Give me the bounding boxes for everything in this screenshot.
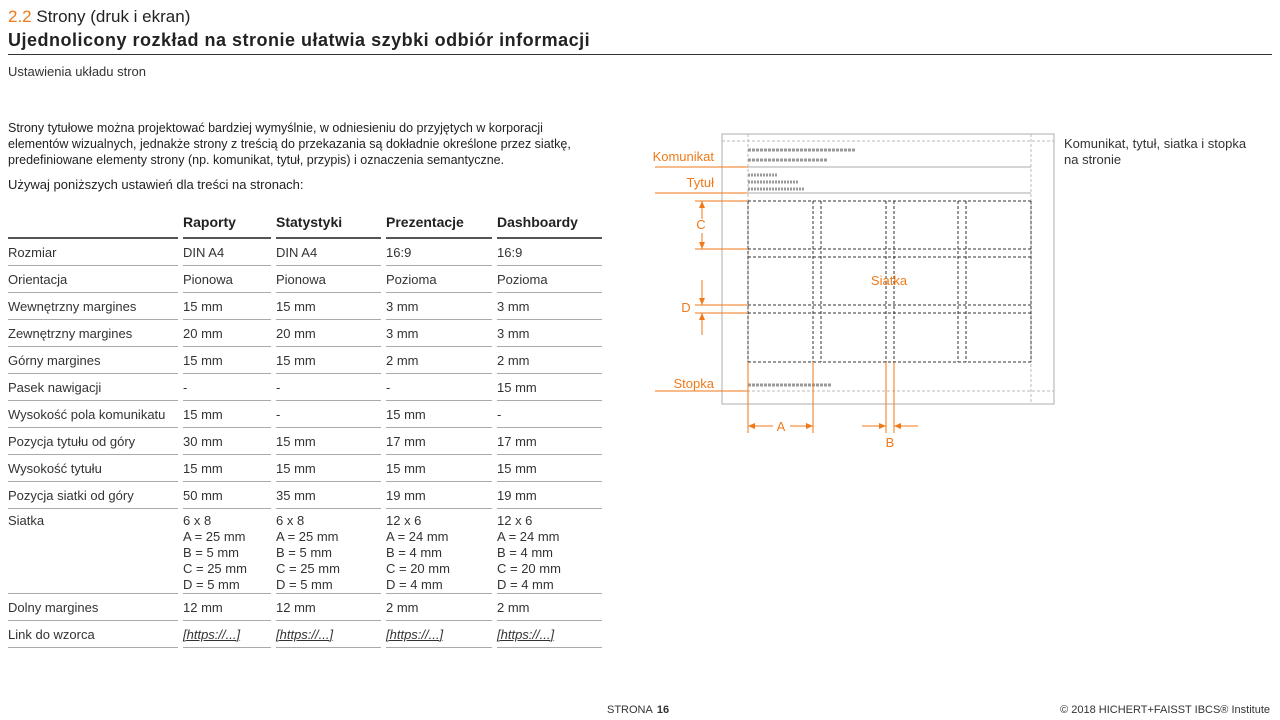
row-label: Wysokość tytułu [8, 455, 178, 482]
grid-spec-cell [386, 509, 492, 594]
grid-spec-line: 6 x 8 [183, 513, 212, 528]
row-label: Zewnętrzny margines [8, 320, 178, 347]
table-cell: - [276, 374, 381, 401]
row-label: Pozycja tytułu od góry [8, 428, 178, 455]
table-row [8, 401, 602, 428]
grid-spec-cell [276, 509, 381, 594]
label-tytul: Tytuł [686, 175, 714, 190]
grid-spec-cell [497, 509, 602, 594]
grid-spec-line: 6 x 8 [276, 513, 305, 528]
table-header-cell [8, 213, 178, 238]
table-cell: 15 mm [276, 293, 381, 320]
table-cell: DIN A4 [276, 238, 381, 266]
section-number: 2.2 [8, 7, 32, 26]
table-cell: 16:9 [386, 238, 492, 266]
table-header-cell: Prezentacje [386, 213, 492, 238]
label-komunikat: Komunikat [652, 149, 714, 164]
grid-spec-line: C = 25 mm [276, 561, 340, 576]
table-cell: 30 mm [183, 428, 271, 455]
label-stopka: Stopka [673, 376, 714, 391]
grid-spec-line: A = 25 mm [183, 529, 246, 544]
page-outline [722, 134, 1054, 404]
row-label: Górny margines [8, 347, 178, 374]
label-c: C [696, 217, 706, 232]
grid-spec-line: A = 24 mm [497, 529, 560, 544]
table-header-cell: Raporty [183, 213, 271, 238]
table-row [8, 594, 602, 621]
table-header-cell: Statystyki [276, 213, 381, 238]
table-cell: DIN A4 [183, 238, 271, 266]
template-link[interactable]: [https://...] [276, 626, 334, 642]
table-cell: 12 mm [276, 594, 381, 621]
table-cell: 15 mm [386, 401, 492, 428]
table-cell: Pionowa [183, 266, 271, 293]
table-cell [497, 621, 602, 648]
grid-spec-line: B = 4 mm [497, 545, 553, 560]
page-layout-diagram [640, 125, 1060, 455]
table-cell: - [386, 374, 492, 401]
row-label: Wysokość pola komunikatu [8, 401, 178, 428]
copyright: © 2018 HICHERT+FAISST IBCS® Institute [1060, 704, 1270, 716]
template-link[interactable]: [https://...] [386, 626, 444, 642]
grid-spec-line: A = 25 mm [276, 529, 339, 544]
template-link[interactable]: [https://...] [183, 626, 241, 642]
table-row [8, 455, 602, 482]
table-row [8, 621, 602, 648]
table-row [8, 347, 602, 374]
table-cell: 15 mm [276, 347, 381, 374]
table-cell: 12 mm [183, 594, 271, 621]
table-cell: 3 mm [386, 320, 492, 347]
row-label: Wewnętrzny margines [8, 293, 178, 320]
row-label: Pasek nawigacji [8, 374, 178, 401]
table-cell: 15 mm [183, 293, 271, 320]
table-cell: 2 mm [386, 347, 492, 374]
table-cell: 16:9 [497, 238, 602, 266]
table-cell: 15 mm [183, 401, 271, 428]
grid-spec-line: C = 20 mm [497, 561, 561, 576]
table-cell: 3 mm [386, 293, 492, 320]
section-heading [8, 7, 190, 27]
row-label: Rozmiar [8, 238, 178, 266]
table-cell: 15 mm [276, 455, 381, 482]
table-row [8, 482, 602, 509]
table-row [8, 509, 602, 594]
table-row [8, 266, 602, 293]
grid-spec-line: B = 4 mm [386, 545, 442, 560]
settings-table [8, 213, 602, 648]
table-cell: 15 mm [276, 428, 381, 455]
table-cell: 17 mm [497, 428, 602, 455]
table-cell: - [183, 374, 271, 401]
grid-spec-line: D = 5 mm [183, 577, 240, 592]
table-row [8, 374, 602, 401]
table-row [8, 238, 602, 266]
subheading: Ustawienia układu stron [8, 64, 147, 79]
table-cell: 15 mm [183, 455, 271, 482]
row-label: Link do wzorca [8, 621, 178, 648]
table-cell [276, 621, 381, 648]
grid-spec-line: B = 5 mm [183, 545, 239, 560]
row-label: Dolny margines [8, 594, 178, 621]
row-label: Siatka [8, 509, 178, 594]
table-cell: 15 mm [386, 455, 492, 482]
table-cell: 35 mm [276, 482, 381, 509]
label-siatka: Siatka [870, 273, 908, 288]
table-cell: 20 mm [183, 320, 271, 347]
table-cell: 2 mm [497, 347, 602, 374]
table-cell: 19 mm [386, 482, 492, 509]
table-header-row [8, 213, 602, 238]
grid-spec-line: D = 5 mm [276, 577, 333, 592]
table-cell: 2 mm [497, 594, 602, 621]
table-cell: 2 mm [386, 594, 492, 621]
table-cell: 50 mm [183, 482, 271, 509]
table-cell: Pozioma [497, 266, 602, 293]
table-cell: - [497, 401, 602, 428]
table-cell: Pozioma [386, 266, 492, 293]
table-cell [183, 621, 271, 648]
page-label: STRONA [607, 704, 653, 716]
table-cell: 3 mm [497, 320, 602, 347]
template-link[interactable]: [https://...] [497, 626, 555, 642]
grid-spec-line: C = 25 mm [183, 561, 247, 576]
usage-instruction: Używaj poniższych ustawień dla treści na stronach: [8, 177, 304, 192]
table-cell: 3 mm [497, 293, 602, 320]
label-b: B [885, 435, 895, 450]
grid-spec-line: D = 4 mm [386, 577, 443, 592]
grid-spec-line: 12 x 6 [497, 513, 533, 528]
label-a: A [776, 419, 786, 434]
table-row [8, 320, 602, 347]
table-cell [386, 621, 492, 648]
page-number [607, 704, 669, 716]
section-title: Strony (druk i ekran) [36, 7, 191, 26]
grid-spec-line: C = 20 mm [386, 561, 450, 576]
diagram-caption: Komunikat, tytuł, siatka i stopka na stronie [1064, 136, 1247, 167]
table-cell: - [276, 401, 381, 428]
grid-spec-line: A = 24 mm [386, 529, 449, 544]
table-row [8, 428, 602, 455]
table-cell: 15 mm [183, 347, 271, 374]
grid-spec-line: 12 x 6 [386, 513, 422, 528]
table-cell: 19 mm [497, 482, 602, 509]
page-number-value: 16 [656, 704, 670, 716]
row-label: Pozycja siatki od góry [8, 482, 178, 509]
intro-paragraph: Strony tytułowe można projektować bardziej wymyślnie, w odniesieniu do przyjętych w korporacji elementów wizualnych, jednakże strony z treścią do przekazania są dokładnie określone przez siatkę, predefiniowane elementy strony (np. komunikat, tytuł, przypis) i oznaczenia semantyczne. [8, 121, 571, 167]
grid-spec-line: D = 4 mm [497, 577, 554, 592]
label-d: D [681, 300, 691, 315]
grid-spec-cell [183, 509, 271, 594]
table-cell: 15 mm [497, 374, 602, 401]
row-label: Orientacja [8, 266, 178, 293]
table-header-cell: Dashboardy [497, 213, 602, 238]
page-title: Ujednolicony rozkład na stronie ułatwia szybki odbiór informacji [8, 30, 591, 50]
grid-spec-line: B = 5 mm [276, 545, 332, 560]
table-cell: 15 mm [497, 455, 602, 482]
table-cell: 17 mm [386, 428, 492, 455]
header-divider [8, 54, 1272, 55]
table-cell: 20 mm [276, 320, 381, 347]
table-cell: Pionowa [276, 266, 381, 293]
table-row [8, 293, 602, 320]
